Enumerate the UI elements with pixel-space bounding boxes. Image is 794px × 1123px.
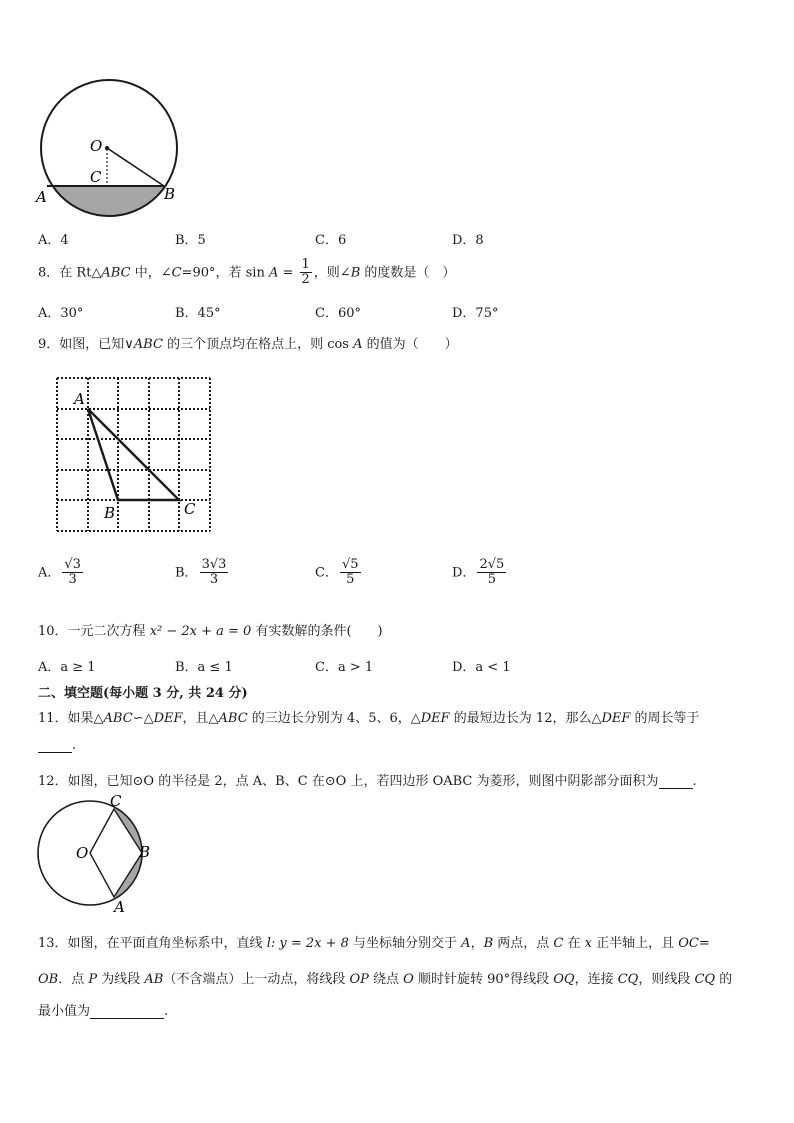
q13-seg-cq1: CQ	[617, 972, 639, 987]
q13-question-line1	[38, 932, 710, 951]
q8-fraction	[300, 258, 312, 288]
q13-text-1c: 与坐标轴分别交于	[348, 936, 462, 951]
q13-text-1d: 两点，点	[493, 936, 554, 951]
q13-seg-ab: AB	[144, 972, 164, 987]
q13-point-o: O	[403, 972, 414, 987]
q9-option-d-den: 5	[487, 572, 496, 588]
q13-seg-oc: OC	[678, 936, 699, 951]
q8-text-mid1: 中，∠	[130, 265, 172, 281]
q8-angle-b: B	[350, 265, 361, 281]
q13-text-1a: 13．如图，在平面直角坐标系中，直线	[38, 936, 267, 951]
q11-tri-4: DEF	[420, 711, 450, 726]
q13-text-2e: 绕点	[368, 972, 404, 987]
q9-option-a[interactable]	[38, 558, 85, 588]
q9-option-b[interactable]	[175, 558, 230, 588]
q13-point-b: B	[483, 936, 494, 951]
q11-tri-2: DEF	[153, 711, 183, 726]
q8-angle-c: C	[171, 265, 182, 281]
q10-text-suffix: 有实数解的条件( )	[251, 624, 383, 639]
q12-label-b: B	[139, 843, 151, 861]
q10-option-a[interactable]: A．a ≥ 1	[38, 660, 96, 675]
q9-label-c: C	[184, 500, 196, 518]
q8-option-b[interactable]: B．45°	[175, 306, 221, 321]
q13-var-x: x	[584, 936, 592, 951]
q8-equals: =	[278, 265, 294, 281]
q13-text-2i: 的	[715, 972, 733, 987]
q9-option-d-num: 2√5	[479, 557, 505, 572]
q8-option-c[interactable]: C．60°	[315, 306, 361, 321]
q13-point-a: A	[461, 936, 471, 951]
q13-line-eq: : y = 2x + 8	[270, 936, 349, 951]
q13-text-2c: 为线段	[97, 972, 145, 987]
q7-option-b[interactable]: B．5	[175, 233, 206, 248]
q11-text-a: 11．如果△	[38, 711, 104, 726]
q13-text-2f: 顺时针旋转 90°得线段	[413, 972, 554, 987]
q9-triangle-abc	[88, 409, 179, 500]
q12-answer-blank[interactable]	[659, 776, 693, 789]
q13-answer-blank[interactable]	[90, 1006, 164, 1019]
q8-option-a[interactable]: A．30°	[38, 306, 84, 321]
q12-label-a: A	[114, 898, 125, 916]
q9-text-suffix: 的值为（ ）	[362, 337, 458, 352]
q13-question-line3	[38, 1000, 168, 1019]
q7-circle-figure	[30, 72, 190, 222]
q13-text-1f: 正半轴上，且	[591, 936, 679, 951]
q11-text-e: 的最短边长为 12，那么△	[449, 711, 602, 726]
q7-label-o: O	[90, 137, 103, 155]
q13-seg-op: OP	[349, 972, 369, 987]
q9-option-d[interactable]	[452, 558, 508, 588]
q9-text-mid: 的三个顶点均在格点上，则 cos	[162, 337, 354, 352]
q11-tri-3: ABC	[218, 711, 248, 726]
q7-radius-ob	[107, 148, 164, 186]
q10-text-prefix: 10．一元二次方程	[38, 624, 150, 639]
q9-option-b-label: B．	[175, 565, 198, 581]
q12-label-o: O	[76, 844, 89, 862]
q11-text-d: 的三边长分别为 4、5、6，△	[247, 711, 421, 726]
q9-angle-a: A	[353, 337, 363, 352]
q9-option-a-num: √3	[64, 557, 81, 572]
q8-text-prefix: 8．在 Rt△	[38, 265, 102, 281]
q9-option-c[interactable]	[315, 558, 363, 588]
q7-option-d[interactable]: D．8	[452, 233, 484, 248]
q11-text-c: ，且△	[182, 711, 219, 726]
q13-seg-oq: OQ	[553, 972, 575, 987]
q9-triangle: ABC	[133, 337, 163, 352]
q8-option-d[interactable]: D．75°	[452, 306, 499, 321]
q10-option-b[interactable]: B．a ≤ 1	[175, 660, 233, 675]
q13-seg-cq2: CQ	[694, 972, 716, 987]
q7-option-c[interactable]: C．6	[315, 233, 347, 248]
q9-option-c-den: 5	[346, 572, 355, 588]
q9-label-b: B	[104, 504, 116, 522]
q13-comma1: ，	[470, 936, 484, 951]
q8-frac-den: 2	[301, 272, 310, 288]
q12-label-c: C	[110, 792, 122, 810]
q8-triangle: ABC	[101, 265, 131, 281]
q9-text-prefix: 9．如图，已知∨	[38, 337, 134, 352]
q12-text: 12．如图，已知⊙O 的半径是 2，点 A、B、C 在⊙O 上，若四边形 OABC 为菱形，则图中阴影部分面积为	[38, 774, 659, 789]
q8-text-suffix: 的度数是（ ）	[360, 265, 456, 281]
q11-tri-1: ABC	[103, 711, 133, 726]
q9-grid-figure	[50, 372, 220, 540]
q13-text-2d: （不含端点）上一动点，将线段	[163, 972, 350, 987]
q7-label-c: C	[90, 168, 102, 186]
q9-option-a-den: 3	[68, 572, 77, 588]
q13-text-1g: =	[698, 936, 710, 951]
q12-shaded-region	[114, 809, 160, 897]
q11-text-f: 的周长等于	[630, 711, 700, 726]
q9-question	[38, 333, 458, 352]
q7-label-a: A	[36, 188, 47, 206]
q13-text-3a: 最小值为	[38, 1004, 91, 1019]
q10-option-d[interactable]: D．a < 1	[452, 660, 511, 675]
q13-question-line2	[38, 968, 732, 987]
q11-answer-blank[interactable]	[38, 740, 72, 753]
q12-circle-figure	[30, 792, 160, 916]
q11-text-b: ∽△	[132, 711, 154, 726]
q11-tri-5: DEF	[601, 711, 631, 726]
q7-option-a[interactable]: A．4	[38, 233, 69, 248]
q8-frac-num: 1	[301, 257, 310, 272]
q13-point-c: C	[553, 936, 564, 951]
q8-angle-a: A	[268, 265, 279, 281]
q10-question	[38, 620, 383, 639]
q10-equation: x² − 2x + a = 0	[149, 624, 252, 639]
q13-text-2g: ，连接	[574, 972, 618, 987]
q13-text-1e: 在	[563, 936, 585, 951]
q11-question-line2	[38, 738, 76, 753]
q9-option-b-den: 3	[209, 572, 219, 588]
q12-question	[38, 770, 697, 789]
q9-label-a: A	[74, 390, 85, 408]
q8-text-mid2: =90°，若 sin	[181, 265, 269, 281]
q13-text-2h: ，则线段	[638, 972, 695, 987]
q7-label-b: B	[164, 185, 176, 203]
q13-seg-ob: OB	[38, 972, 59, 987]
q7-center-dot	[105, 146, 109, 150]
q13-point-p: P	[88, 972, 98, 987]
q10-option-c[interactable]: C．a > 1	[315, 660, 374, 675]
q11-question-line1	[38, 707, 700, 726]
q9-option-d-label: D．	[452, 565, 476, 581]
q8-question	[38, 258, 455, 288]
q12-end-period: .	[692, 774, 697, 789]
q12-rhombus-oabc	[90, 809, 142, 897]
q9-option-b-num: 3√3	[201, 557, 227, 572]
q13-text-2b: ．点	[58, 972, 89, 987]
section2-title: 二、填空题(每小题 3 分, 共 24 分)	[38, 686, 248, 701]
q9-option-c-num: √5	[341, 557, 359, 572]
q13-end-period: .	[164, 1004, 169, 1019]
q9-option-a-label: A．	[38, 565, 61, 581]
q11-end-period: .	[72, 738, 77, 753]
q9-option-c-label: C．	[315, 565, 338, 581]
q8-text-mid3: ，则∠	[313, 265, 351, 281]
q13-line-name: l	[266, 936, 271, 951]
